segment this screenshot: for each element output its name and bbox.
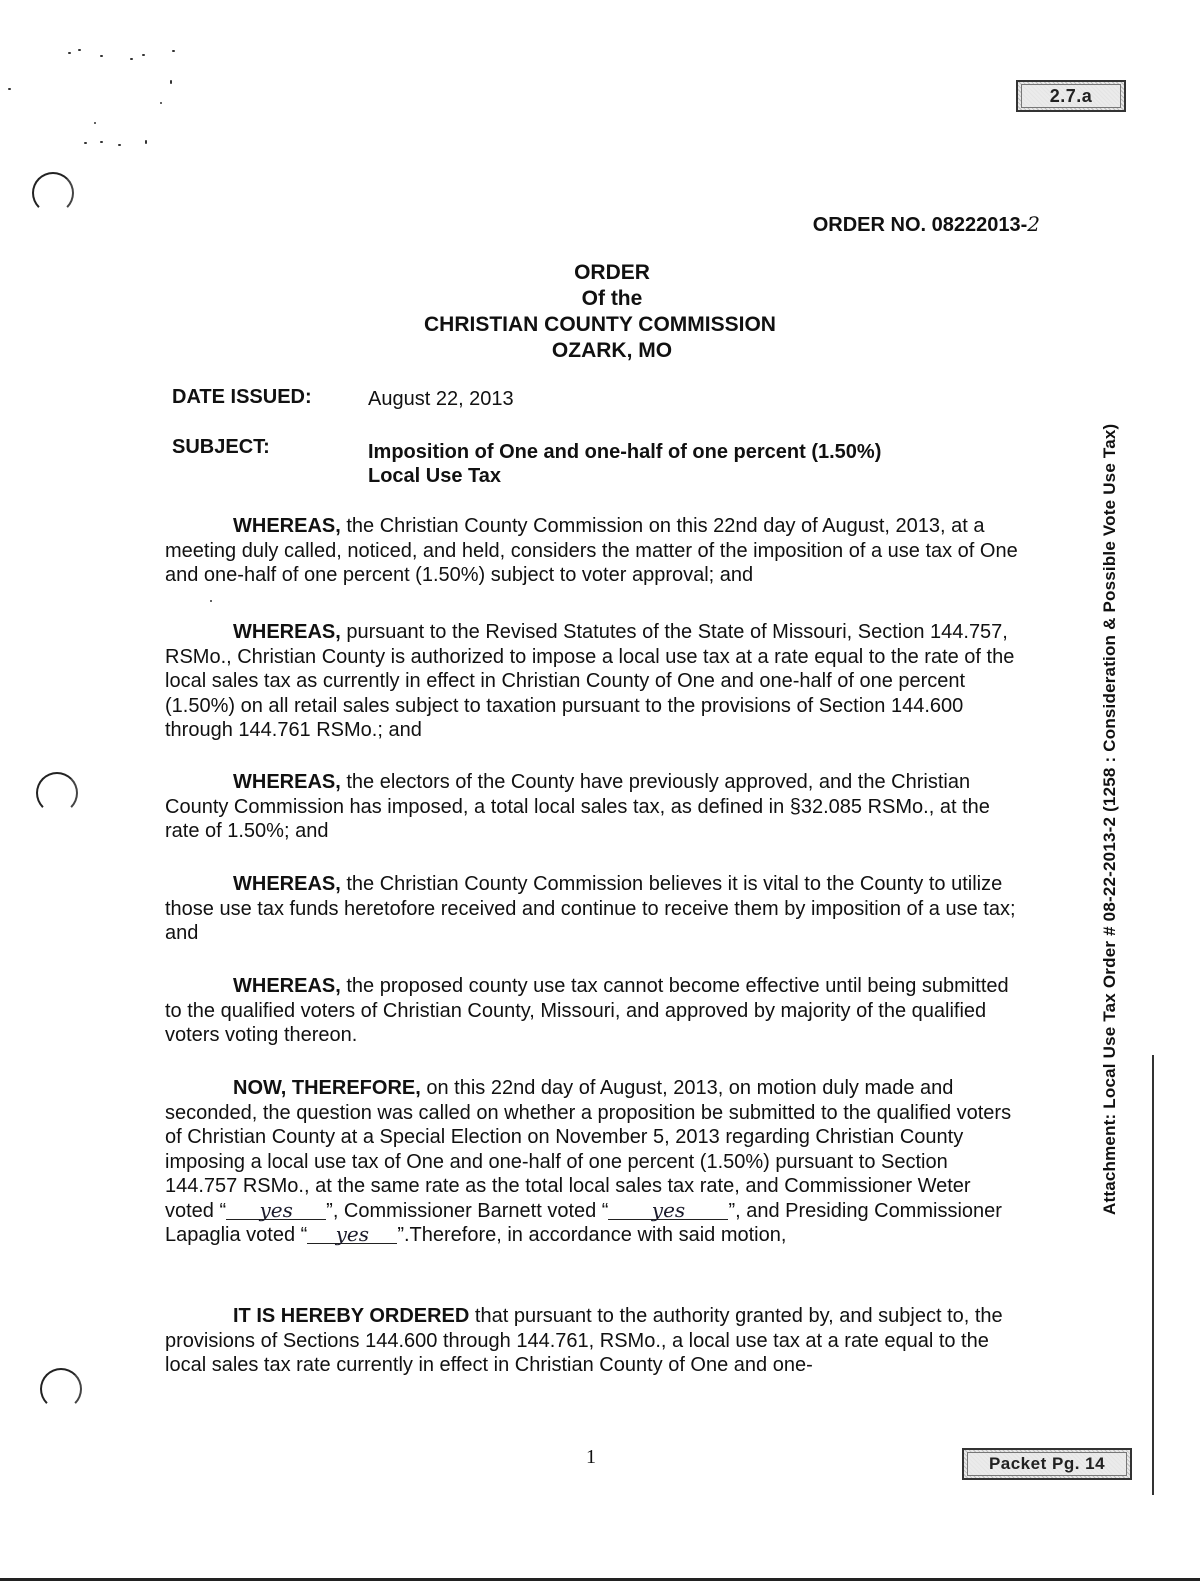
paragraph-text: pursuant to the Revised Statutes of the State of Missouri, Section 144.757, RSMo., Christian County is authorized to impose a local use tax at a rate equal to the rate of the local sales tax as currently in effect in Christian County of One and one-half of one percent (1.50%) on all retail sales subject to taxation pursuant to the provisions of Section 144.600 through 144.761 RSMo.; and (165, 621, 1015, 741)
subject-value (368, 440, 988, 488)
attachment-sidebar: Attachment: Local Use Tax Order # 08-22-2013-2 (1258 : Consideration & Possible Vote Use Tax) (1100, 423, 1119, 1215)
paragraph-lead: WHEREAS, (233, 771, 341, 793)
whereas-paragraph-4 (165, 872, 1025, 946)
subject-line-1: Imposition of One and one-half of one percent (1.50%) (368, 441, 882, 463)
paragraph-text: that pursuant to the authority granted by, and subject to, the provisions of Sections 144.600 through 144.761, RSMo., a local use tax at a rate equal to the local sales tax rate currently in effect in Christian County of One and one- (165, 1305, 1003, 1376)
whereas-paragraph-5 (165, 974, 1025, 1048)
paragraph-text: ”, Commissioner Barnett voted “ (326, 1199, 609, 1222)
vote-weter: yes (226, 1201, 326, 1220)
subject-line-2: Local Use Tax (368, 465, 502, 487)
punch-hole-middle (36, 772, 78, 814)
paragraph-lead: WHEREAS, (233, 873, 341, 895)
packet-page-label: Packet Pg. 14 (967, 1452, 1127, 1476)
whereas-paragraph-2 (165, 620, 1025, 743)
agenda-item-label: 2.7.a (1021, 84, 1121, 108)
margin-line (1152, 1055, 1154, 1495)
subject-label: SUBJECT: (172, 436, 270, 458)
header-order: ORDER (574, 261, 650, 284)
paragraph-lead: IT IS HEREBY ORDERED (233, 1305, 470, 1327)
paragraph-lead: WHEREAS, (233, 621, 341, 643)
paragraph-text: the proposed county use tax cannot become effective until being submitted to the qualified voters of Christian County, Missouri, and approved by majority of the qualified voters voting thereon. (165, 975, 1009, 1046)
order-number (813, 212, 1040, 237)
paragraph-lead: WHEREAS, (233, 515, 341, 537)
paragraph-text: the Christian County Commission believes it is vital to the County to utilize those use tax funds heretofore received and continue to receive them by imposition of a use tax; and (165, 873, 1016, 944)
whereas-paragraph-3 (165, 770, 1025, 844)
paragraph-lead: WHEREAS, (233, 975, 341, 997)
hereby-ordered-paragraph (165, 1304, 1025, 1378)
header-of-the: Of the (581, 287, 643, 310)
paragraph-lead: NOW, THEREFORE, (233, 1077, 421, 1099)
paragraph-text: the electors of the County have previously approved, and the Christian County Commission has imposed, a total local sales tax, as defined in §32.085 RSMo., at the rate of 1.50%; and (165, 771, 990, 842)
header-commission: CHRISTIAN COUNTY COMMISSION (424, 313, 776, 336)
order-number-handwritten: 2 (1027, 212, 1040, 236)
paragraph-text: the Christian County Commission on this 22nd day of August, 2013, at a meeting duly called, noticed, and held, considers the matter of the imposition of a use tax of One and one-half of one percent (1.50%) subject to voter approval; and (165, 515, 1018, 586)
punch-hole-top (32, 172, 74, 214)
date-issued-label: DATE ISSUED: (172, 386, 312, 408)
header-location: OZARK, MO (551, 339, 673, 362)
vote-barnett: yes (608, 1201, 728, 1220)
whereas-paragraph-1 (165, 514, 1025, 588)
order-number-text: ORDER NO. 08222013- (812, 214, 1028, 236)
paragraph-text: ”, and Presiding Commissioner Lapaglia voted “ (165, 1199, 1002, 1246)
punch-hole-bottom (40, 1368, 82, 1410)
bottom-edge-rule (0, 1578, 1200, 1581)
packet-page-stamp (962, 1448, 1132, 1480)
paragraph-text: on this 22nd day of August, 2013, on motion duly made and seconded, the question was called on whether a proposition be submitted to the qualified voters of Christian County at a Special Election on November 5, 2013 regarding Christian County imposing a local use tax of One and one-half of one percent (1.50%) pursuant to Section 144.757 RSMo., at the same rate as the total local sales tax rate, and Commissioner Weter voted “ (165, 1077, 1012, 1222)
now-therefore-paragraph (165, 1076, 1025, 1248)
page-number: 1 (586, 1446, 596, 1468)
paragraph-text: ”.Therefore, in accordance with said motion, (397, 1224, 787, 1246)
agenda-item-stamp (1016, 80, 1126, 112)
vote-lapaglia: yes (307, 1225, 397, 1244)
document-header (0, 260, 1200, 364)
date-issued-value: August 22, 2013 (368, 388, 514, 410)
